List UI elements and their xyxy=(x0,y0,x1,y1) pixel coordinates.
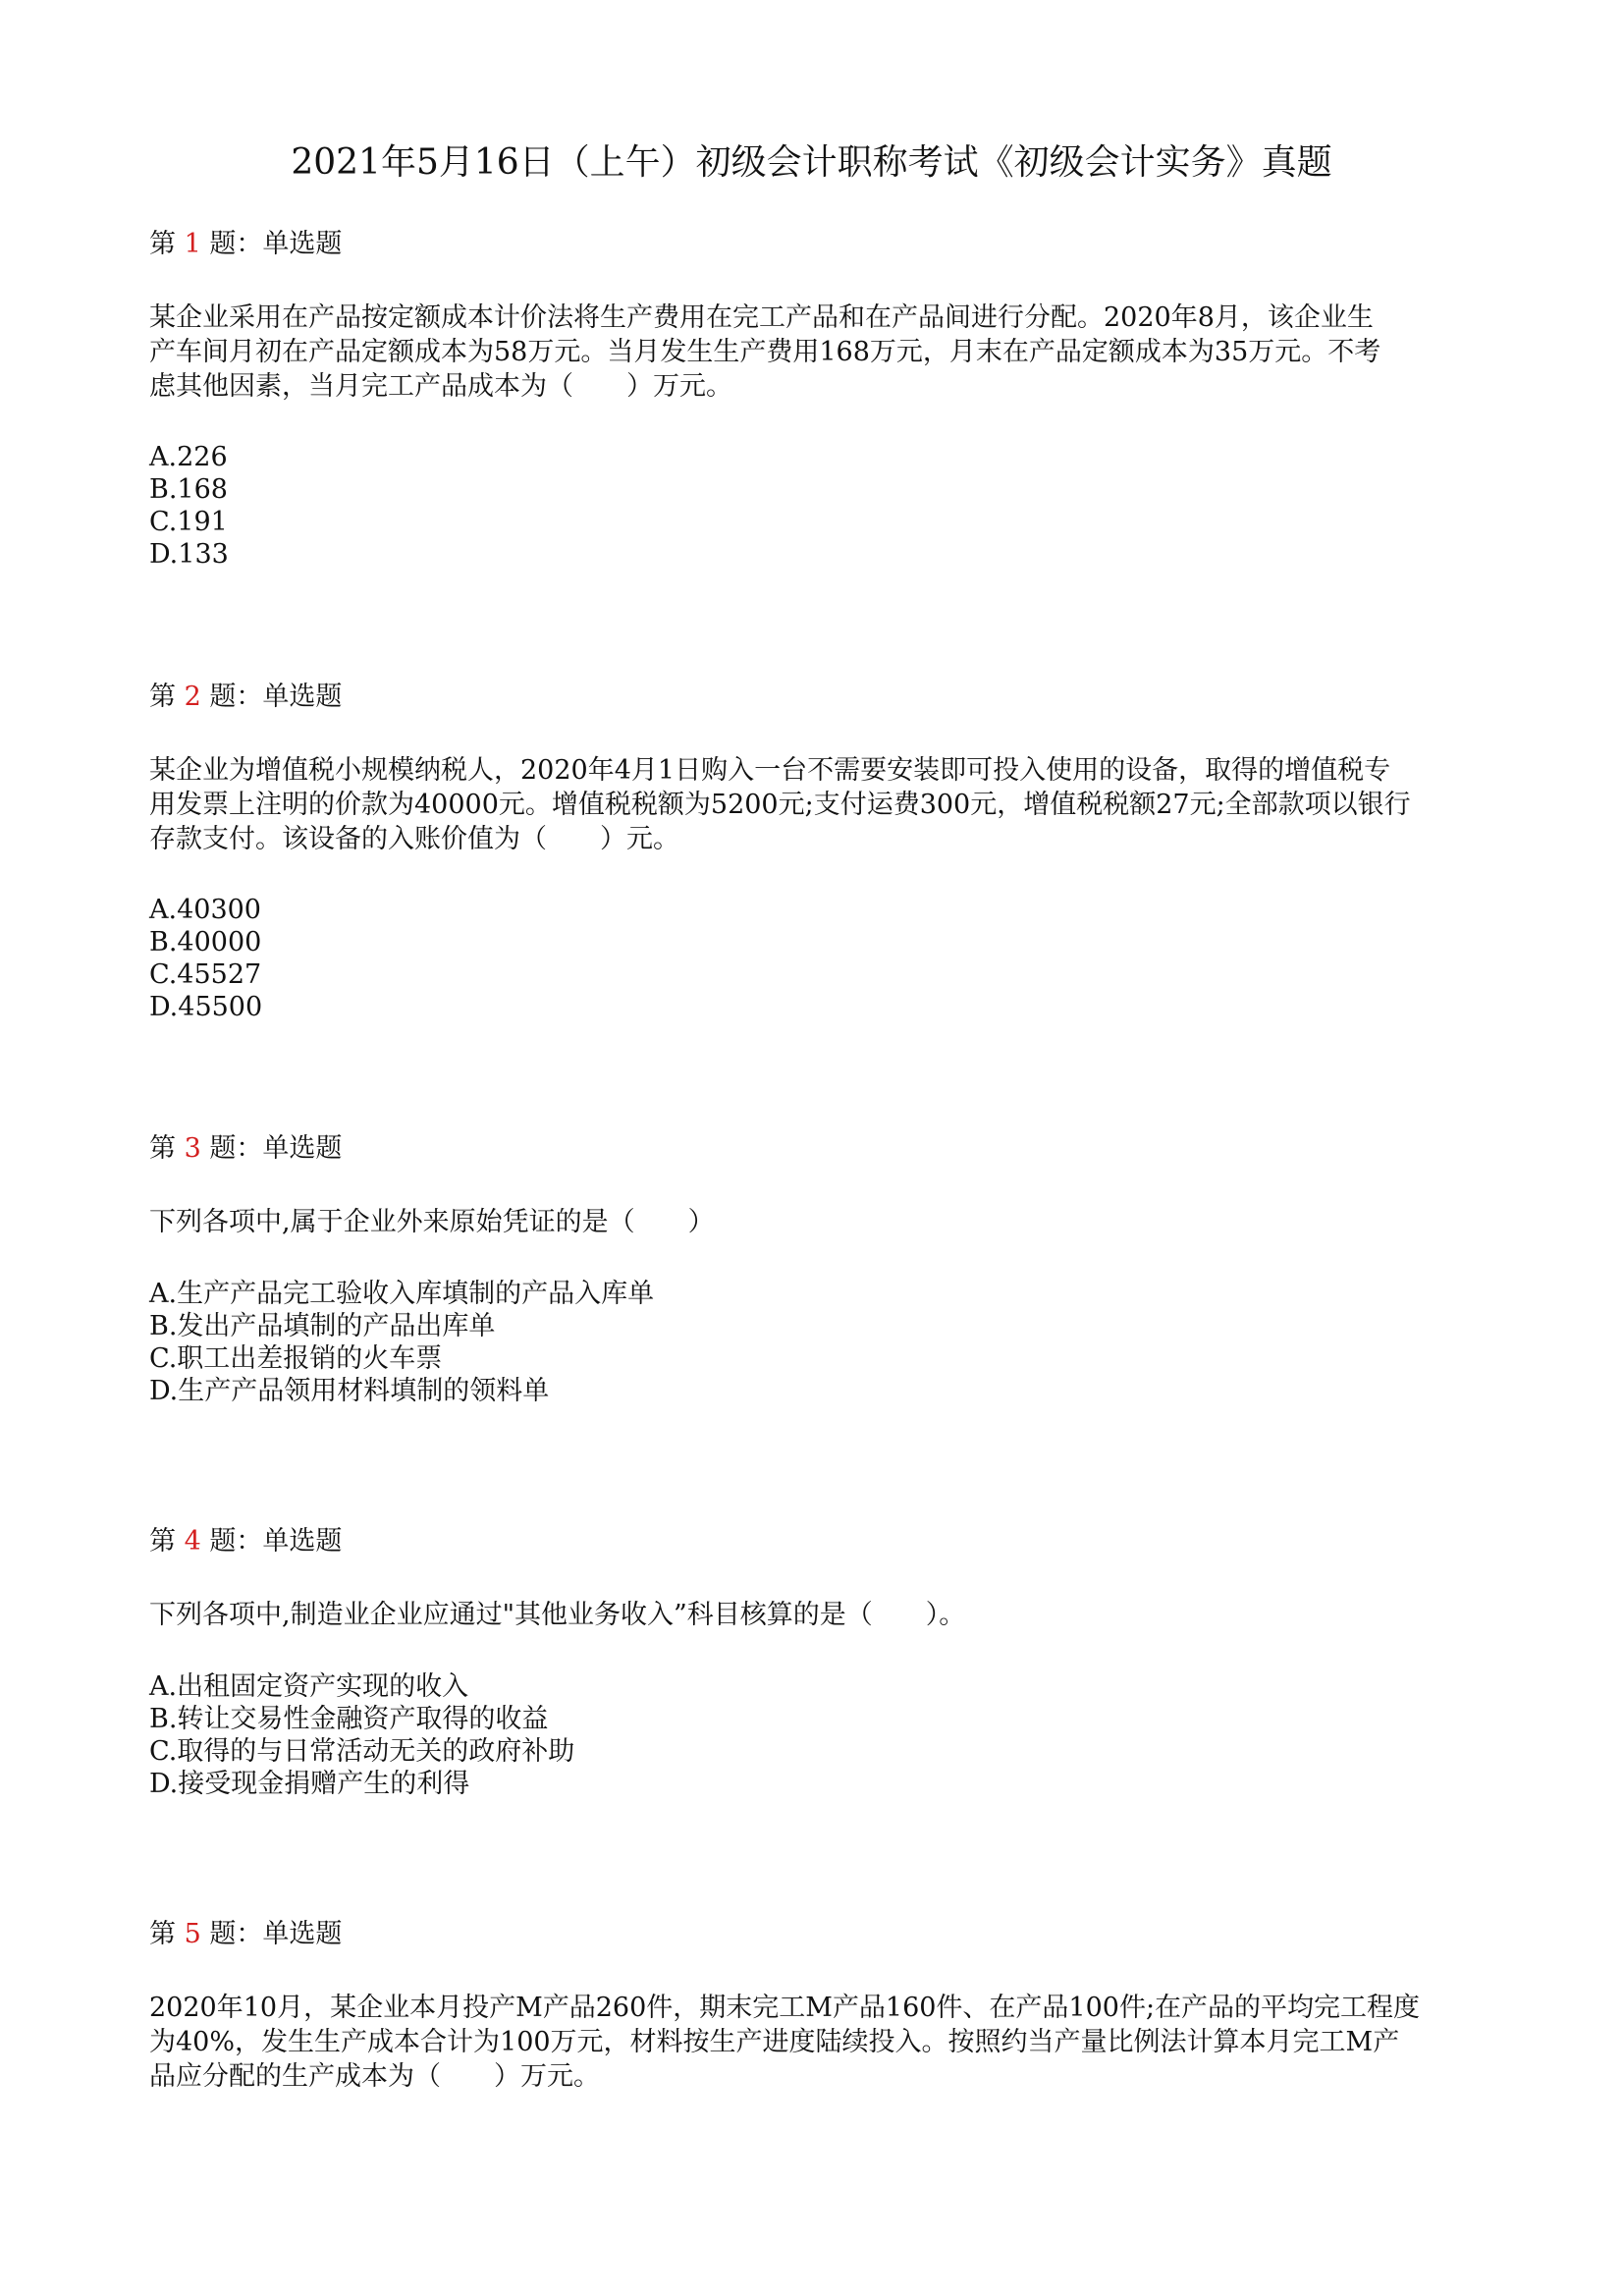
question-number: 5 xyxy=(184,1919,201,1949)
option-b: B.40000 xyxy=(149,927,262,957)
question-number: 1 xyxy=(184,229,201,259)
question-1-stem xyxy=(149,301,1485,404)
stem-line: 下列各项中,制造业企业应通过"其他业务收入”科目核算的是（ ）。 xyxy=(149,1600,966,1630)
question-type: 题：单选题 xyxy=(209,1526,343,1557)
question-1-options xyxy=(149,441,229,571)
question-1-header xyxy=(149,227,342,262)
question-prefix: 第 xyxy=(149,1133,176,1164)
question-4-header xyxy=(149,1524,342,1559)
stem-line: 为40%，发生生产成本合计为100万元，材料按生产进度陆续投入。按照约当产量比例法计算本月完工M产 xyxy=(149,2027,1400,2057)
stem-line: 某企业采用在产品按定额成本计价法将生产费用在完工产品和在产品间进行分配。2020年8月，该企业生 xyxy=(149,302,1374,333)
option-c: C.45527 xyxy=(149,959,262,990)
document-title: 2021年5月16日（上午）初级会计职称考试《初级会计实务》真题 xyxy=(291,142,1332,183)
option-d: D.接受现金捐赠产生的利得 xyxy=(149,1769,470,1799)
option-a: A.226 xyxy=(149,442,228,472)
option-a: A.出租固定资产实现的收入 xyxy=(149,1671,469,1702)
question-3-stem xyxy=(149,1205,1485,1239)
stem-line: 2020年10月，某企业本月投产M产品260件，期末完工M产品160件、在产品100件;在产品的平均完工程度 xyxy=(149,1993,1421,2023)
question-number: 4 xyxy=(184,1526,201,1557)
question-5-stem xyxy=(149,1991,1485,2094)
question-4-options xyxy=(149,1670,574,1800)
stem-line: 产车间月初在产品定额成本为58万元。当月发生生产费用168万元，月末在产品定额成本为35万元。不考 xyxy=(149,337,1381,367)
option-a: A.生产产品完工验收入库填制的产品入库单 xyxy=(149,1279,655,1309)
option-c: C.职工出差报销的火车票 xyxy=(149,1343,443,1374)
option-b: B.发出产品填制的产品出库单 xyxy=(149,1311,496,1341)
question-2-stem xyxy=(149,753,1485,856)
question-2-options xyxy=(149,894,262,1023)
option-d: D.生产产品领用材料填制的领料单 xyxy=(149,1376,550,1406)
question-type: 题：单选题 xyxy=(209,682,343,712)
option-d: D.133 xyxy=(149,539,229,570)
question-3-header xyxy=(149,1131,342,1167)
option-d: D.45500 xyxy=(149,992,263,1022)
question-number: 3 xyxy=(184,1133,201,1164)
question-4-stem xyxy=(149,1598,1485,1632)
option-a: A.40300 xyxy=(149,895,261,925)
option-c: C.191 xyxy=(149,507,228,537)
stem-line: 品应分配的生产成本为（ ）万元。 xyxy=(149,2061,600,2092)
stem-line: 虑其他因素，当月完工产品成本为（ ）万元。 xyxy=(149,371,732,402)
question-prefix: 第 xyxy=(149,1919,176,1949)
option-b: B.转让交易性金融资产取得的收益 xyxy=(149,1704,549,1734)
question-prefix: 第 xyxy=(149,229,176,259)
question-2-header xyxy=(149,680,342,715)
question-type: 题：单选题 xyxy=(209,1133,343,1164)
stem-line: 用发票上注明的价款为40000元。增值税税额为5200元;支付运费300元，增值税税额27元;全部款项以银行 xyxy=(149,790,1411,820)
question-prefix: 第 xyxy=(149,1526,176,1557)
question-prefix: 第 xyxy=(149,682,176,712)
option-c: C.取得的与日常活动无关的政府补助 xyxy=(149,1736,575,1767)
stem-line: 下列各项中,属于企业外来原始凭证的是（ ） xyxy=(149,1207,715,1237)
stem-line: 存款支付。该设备的入账价值为（ ）元。 xyxy=(149,824,679,854)
option-b: B.168 xyxy=(149,474,228,505)
question-5-header xyxy=(149,1917,342,1952)
question-3-options xyxy=(149,1278,654,1407)
question-type: 题：单选题 xyxy=(209,1919,343,1949)
question-type: 题：单选题 xyxy=(209,229,343,259)
stem-line: 某企业为增值税小规模纳税人，2020年4月1日购入一台不需要安装即可投入使用的设备，取得的增值税专 xyxy=(149,755,1391,786)
question-number: 2 xyxy=(184,682,201,712)
